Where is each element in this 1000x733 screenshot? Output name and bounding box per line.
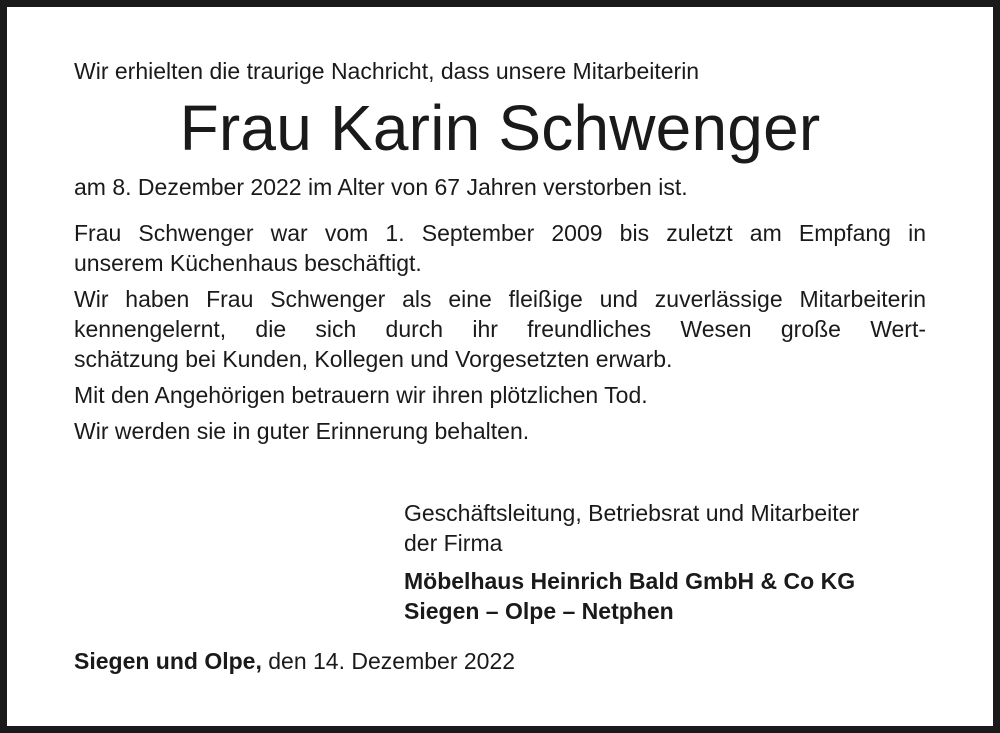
signature-line-2: der Firma: [404, 530, 503, 556]
place-and-date: [74, 646, 515, 676]
appreciation-line-2: kennengelernt, die sich durch ihr freundliches Wesen große Wert-: [74, 316, 926, 342]
signature-line-1: Geschäftsleitung, Betriebsrat und Mitarbeiter: [404, 500, 860, 526]
company-locations: Siegen – Olpe – Netphen: [404, 598, 674, 624]
appreciation-line-1: Wir haben Frau Schwenger als eine fleißige und zuverlässige Mitarbeiterin: [74, 286, 926, 312]
date-text: den 14. Dezember 2022: [261, 648, 516, 674]
notice-body: [74, 56, 926, 446]
company-name: Möbelhaus Heinrich Bald GmbH & Co KG: [404, 568, 856, 594]
condolence-text: Mit den Angehörigen betrauern wir ihren plötzlichen Tod.: [74, 382, 648, 408]
deceased-name: Frau Karin Schwenger: [179, 92, 821, 164]
place-text: Siegen und Olpe,: [74, 648, 262, 674]
employment-paragraph: [74, 218, 926, 278]
signature-block: [404, 498, 944, 626]
employment-line-2: unserem Küchenhaus beschäftigt.: [74, 250, 422, 276]
employment-line-1: Frau Schwenger war vom 1. September 2009 bis zuletzt am Empfang in: [74, 220, 926, 246]
remembrance-text: Wir werden sie in guter Erinnerung behalten.: [74, 418, 530, 444]
intro-text: Wir erhielten die traurige Nachricht, dass unsere Mitarbeiterin: [74, 58, 700, 84]
appreciation-line-3: schätzung bei Kunden, Kollegen und Vorgesetzten erwarb.: [74, 346, 673, 372]
death-date-text: am 8. Dezember 2022 im Alter von 67 Jahren verstorben ist.: [74, 174, 688, 200]
appreciation-paragraph: [74, 284, 926, 374]
